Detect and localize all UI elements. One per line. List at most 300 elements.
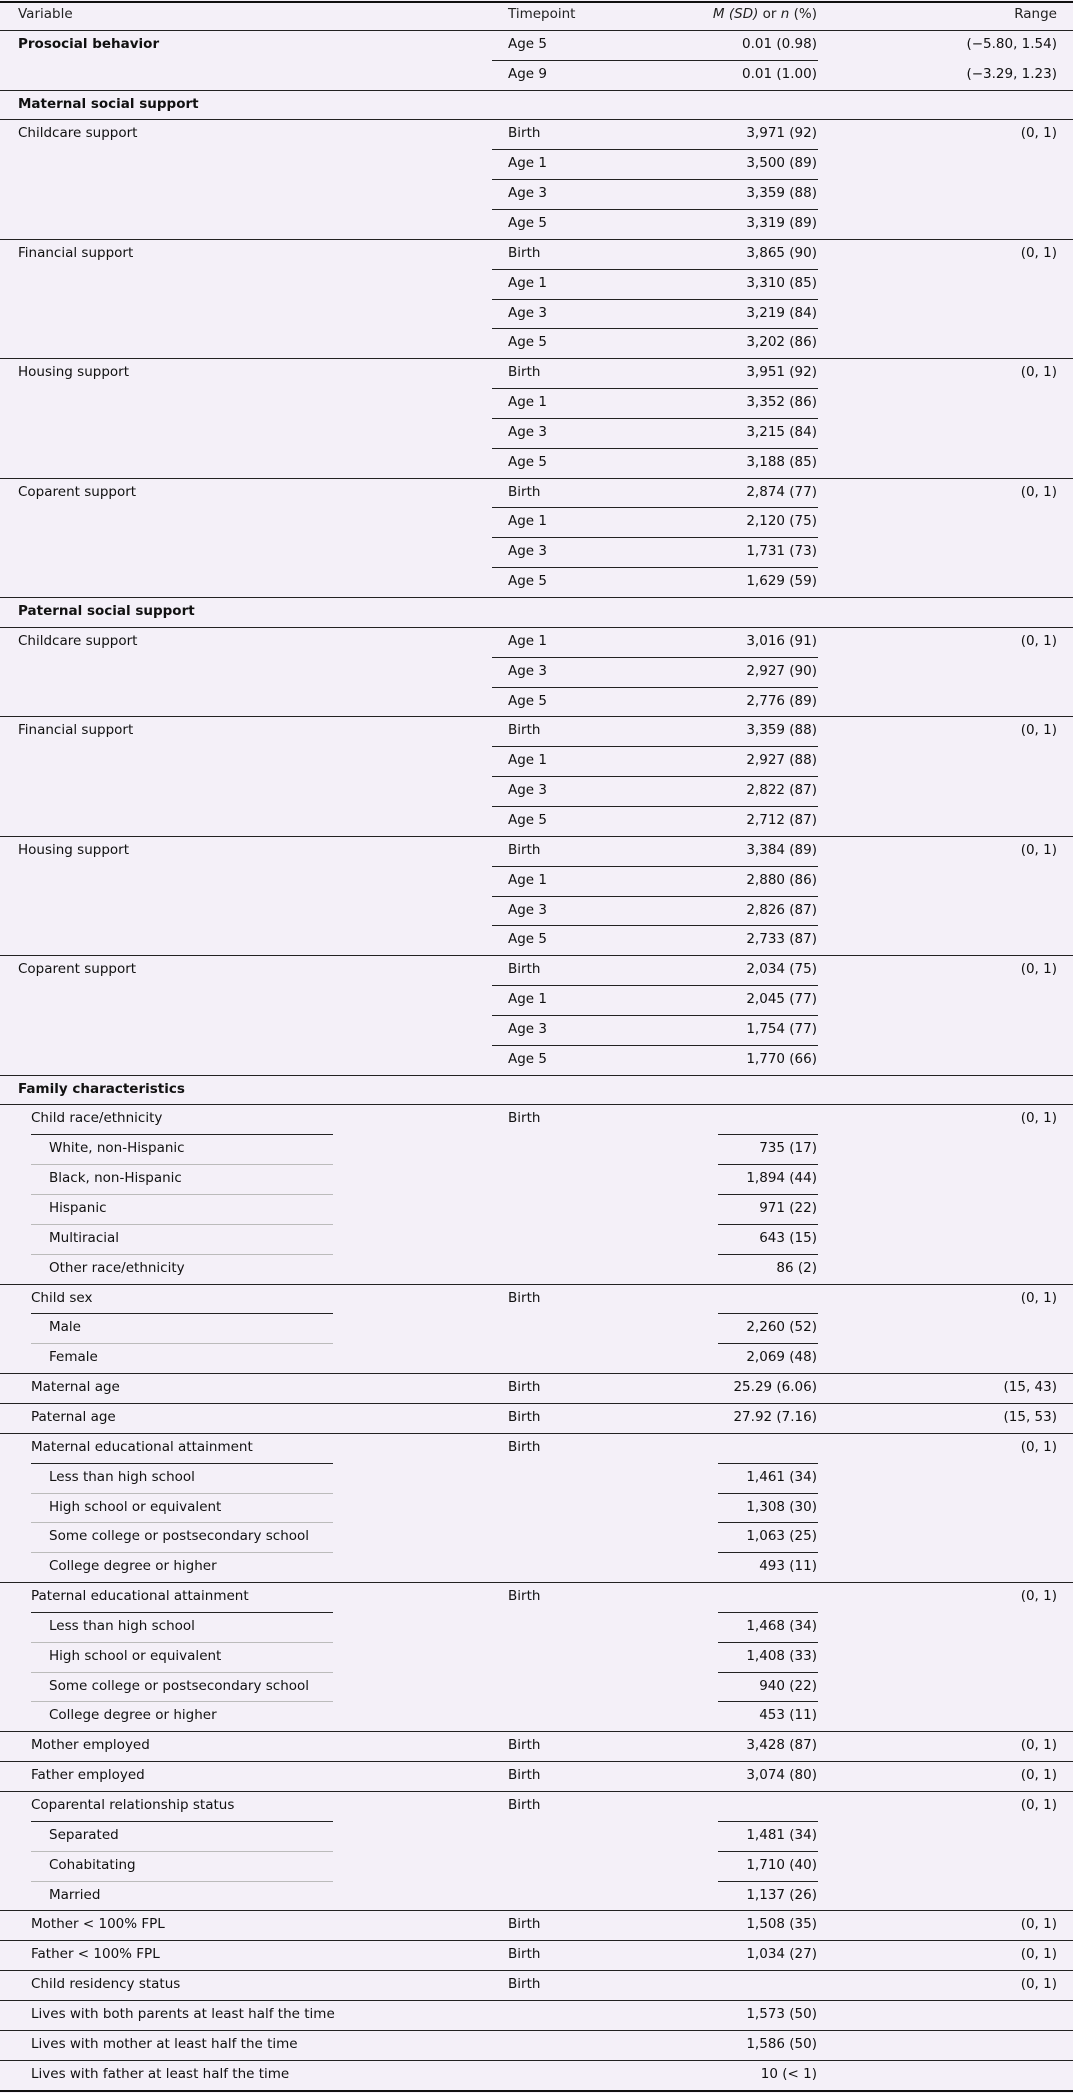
row-range: (0, 1) <box>1020 1976 1057 1993</box>
table-row <box>0 806 1073 836</box>
row-variable: Mother < 100% FPL <box>31 1916 165 1933</box>
table-row <box>0 1015 1073 1045</box>
row-timepoint: Birth <box>508 1737 541 1754</box>
row-timepoint: Age 3 <box>508 662 547 679</box>
row-timepoint: Birth <box>508 841 541 858</box>
row-timepoint: Age 1 <box>508 871 547 888</box>
row-range: (0, 1) <box>1020 125 1057 142</box>
row-timepoint: Age 5 <box>508 334 547 351</box>
row-range <box>930 1493 1057 1523</box>
table-row <box>0 776 1073 806</box>
rule-line <box>0 1582 1073 1583</box>
row-timepoint: Birth <box>508 1767 541 1784</box>
rule-line <box>0 1910 1073 1911</box>
rule-line <box>0 119 1073 120</box>
rule-line <box>31 1343 333 1344</box>
table-row <box>0 1194 1073 1224</box>
row-variable: Mother employed <box>31 1737 150 1754</box>
row-variable: Less than high school <box>49 1468 195 1485</box>
table-row <box>0 657 1073 687</box>
row-timepoint: Birth <box>508 125 541 142</box>
row-value: 3,865 (90) <box>746 244 817 261</box>
row-range: (0, 1) <box>1020 1588 1057 1605</box>
rule-line <box>0 1 1073 3</box>
row-range <box>930 388 1057 418</box>
rule-line <box>31 1701 333 1702</box>
row-range: (0, 1) <box>1020 1916 1057 1933</box>
row-variable: Father employed <box>31 1767 145 1784</box>
rule-line <box>492 896 818 897</box>
row-value: 1,586 (50) <box>746 2035 817 2052</box>
row-value <box>560 90 817 120</box>
row-timepoint: Age 5 <box>508 214 547 231</box>
rule-line <box>492 776 818 777</box>
rule-line <box>0 1104 1073 1105</box>
row-variable: Male <box>49 1319 81 1336</box>
row-variable: Married <box>49 1886 101 1903</box>
row-variable: Female <box>49 1349 98 1366</box>
row-range <box>930 866 1057 896</box>
header-range: Range <box>1014 6 1057 22</box>
row-range <box>930 299 1057 329</box>
row-range: (0, 1) <box>1020 364 1057 381</box>
row-timepoint: Birth <box>508 1110 541 1127</box>
table-row <box>0 1821 1073 1851</box>
rule-line <box>31 1254 333 1255</box>
rule-line <box>718 1701 818 1702</box>
row-value: 2,260 (52) <box>746 1319 817 1336</box>
rule-line <box>718 1493 818 1494</box>
rule-line <box>718 1612 818 1613</box>
row-range <box>930 418 1057 448</box>
rule-line <box>492 925 818 926</box>
row-timepoint: Birth <box>508 1408 541 1425</box>
row-value: 1,034 (27) <box>746 1946 817 1963</box>
row-variable: Coparent support <box>18 961 137 978</box>
row-range <box>930 1313 1057 1343</box>
row-variable: Father < 100% FPL <box>31 1946 160 1963</box>
row-variable: College degree or higher <box>49 1707 217 1724</box>
row-range <box>930 149 1057 179</box>
row-range <box>930 1552 1057 1582</box>
row-timepoint: Age 1 <box>508 155 547 172</box>
row-value <box>560 1104 817 1134</box>
row-timepoint: Age 3 <box>508 185 547 202</box>
rule-line <box>718 1821 818 1822</box>
table-row <box>0 448 1073 478</box>
rule-line <box>31 1313 333 1314</box>
row-variable: High school or equivalent <box>49 1647 222 1664</box>
rule-line <box>492 60 818 61</box>
row-variable: Coparent support <box>18 483 137 500</box>
rule-line <box>492 328 818 329</box>
rule-line <box>492 866 818 867</box>
table-row <box>0 866 1073 896</box>
rule-line <box>492 657 818 658</box>
rule-line <box>0 1970 1073 1971</box>
rule-line <box>31 1552 333 1553</box>
row-variable: Maternal social support <box>18 95 199 112</box>
row-value: 3,219 (84) <box>746 304 817 321</box>
table-row <box>0 149 1073 179</box>
row-range <box>930 1194 1057 1224</box>
rule-line <box>0 1403 1073 1404</box>
row-value: 3,310 (85) <box>746 274 817 291</box>
rule-line <box>31 1821 333 1822</box>
table-row <box>0 2030 1073 2060</box>
row-range: (0, 1) <box>1020 1110 1057 1127</box>
table-row <box>0 1612 1073 1642</box>
rule-line <box>0 597 1073 598</box>
rule-line <box>0 1284 1073 1285</box>
rule-line <box>492 806 818 807</box>
rule-line <box>0 1940 1073 1941</box>
row-range <box>930 269 1057 299</box>
row-range <box>930 2060 1057 2090</box>
row-timepoint: Age 5 <box>508 453 547 470</box>
rule-line <box>0 30 1073 31</box>
row-range: (0, 1) <box>1020 1946 1057 1963</box>
table-row <box>0 836 1073 866</box>
table-row <box>0 2060 1073 2090</box>
rule-line <box>0 239 1073 240</box>
row-variable: Child race/ethnicity <box>31 1110 163 1127</box>
rule-line <box>31 1881 333 1882</box>
row-value: 1,481 (34) <box>746 1826 817 1843</box>
row-value: 3,428 (87) <box>746 1737 817 1754</box>
row-timepoint: Age 3 <box>508 423 547 440</box>
row-variable: Prosocial behavior <box>18 35 160 52</box>
row-range: (0, 1) <box>1020 244 1057 261</box>
table-row <box>0 90 1073 120</box>
table-row <box>0 955 1073 985</box>
row-timepoint: Age 5 <box>508 573 547 590</box>
table-row <box>0 358 1073 388</box>
rule-line <box>0 955 1073 956</box>
row-value: 1,468 (34) <box>746 1617 817 1634</box>
row-timepoint: Birth <box>508 1588 541 1605</box>
row-timepoint: Age 1 <box>508 991 547 1008</box>
row-range <box>930 1851 1057 1881</box>
rule-line <box>492 985 818 986</box>
row-value: 3,202 (86) <box>746 334 817 351</box>
row-timepoint: Age 3 <box>508 901 547 918</box>
row-variable: Lives with mother at least half the time <box>31 2035 298 2052</box>
rule-line <box>718 1343 818 1344</box>
row-value: 2,069 (48) <box>746 1349 817 1366</box>
row-value: 2,045 (77) <box>746 991 817 1008</box>
row-value: 3,215 (84) <box>746 423 817 440</box>
rule-line <box>492 299 818 300</box>
row-value: 3,352 (86) <box>746 394 817 411</box>
row-value: 3,971 (92) <box>746 125 817 142</box>
row-timepoint: Age 3 <box>508 782 547 799</box>
rule-line <box>492 507 818 508</box>
rule-line <box>0 90 1073 91</box>
table-row <box>0 209 1073 239</box>
rule-line <box>492 418 818 419</box>
table-row <box>0 1104 1073 1134</box>
rule-line <box>718 1672 818 1673</box>
row-value: 971 (22) <box>759 1200 817 1216</box>
row-range <box>930 1701 1057 1731</box>
table-row <box>0 239 1073 269</box>
table-row <box>0 567 1073 597</box>
row-value: 2,120 (75) <box>746 513 817 530</box>
rule-line <box>31 1522 333 1523</box>
rule-line <box>31 1463 333 1464</box>
row-range: (0, 1) <box>1020 483 1057 500</box>
row-variable: White, non-Hispanic <box>49 1140 185 1157</box>
row-timepoint: Birth <box>508 364 541 381</box>
row-variable: Black, non-Hispanic <box>49 1170 182 1187</box>
row-timepoint: Birth <box>508 244 541 261</box>
row-range <box>930 507 1057 537</box>
row-value: 1,461 (34) <box>746 1468 817 1485</box>
table-row <box>0 1403 1073 1433</box>
row-variable: Financial support <box>18 244 134 261</box>
row-variable: Cohabitating <box>49 1856 136 1873</box>
row-timepoint: Birth <box>508 722 541 739</box>
table-row <box>0 687 1073 717</box>
row-value: 86 (2) <box>776 1259 817 1276</box>
table-row <box>0 1910 1073 1940</box>
rule-line <box>0 716 1073 717</box>
table-row <box>0 1433 1073 1463</box>
row-range: (0, 1) <box>1020 1737 1057 1754</box>
row-value: 25.29 (6.06) <box>733 1379 817 1396</box>
row-timepoint: Birth <box>508 483 541 500</box>
table-row <box>0 1791 1073 1821</box>
header-mean: M (SD) or n (%) <box>712 6 817 22</box>
rule-line <box>718 1224 818 1225</box>
row-variable: Paternal age <box>31 1408 116 1425</box>
row-value: 1,408 (33) <box>746 1647 817 1664</box>
row-range <box>930 657 1057 687</box>
row-timepoint: Age 1 <box>508 394 547 411</box>
row-value <box>560 1075 817 1105</box>
rule-line <box>492 687 818 688</box>
row-range: (0, 1) <box>1020 841 1057 858</box>
row-value: 0.01 (0.98) <box>742 35 817 52</box>
table-row <box>0 1761 1073 1791</box>
row-variable: Other race/ethnicity <box>49 1259 185 1276</box>
row-value: 0.01 (1.00) <box>742 65 817 82</box>
row-range <box>930 179 1057 209</box>
rule-line <box>0 1731 1073 1732</box>
row-value: 3,074 (80) <box>746 1767 817 1784</box>
row-value: 3,951 (92) <box>746 364 817 381</box>
rule-line <box>492 1045 818 1046</box>
table-row <box>0 1881 1073 1911</box>
table-row <box>0 1045 1073 1075</box>
row-range: (−5.80, 1.54) <box>966 35 1057 52</box>
rule-line <box>492 537 818 538</box>
row-variable: Multiracial <box>49 1229 120 1246</box>
rule-line <box>492 1015 818 1016</box>
row-value: 2,776 (89) <box>746 692 817 709</box>
rule-line <box>31 1851 333 1852</box>
table-row <box>0 1075 1073 1105</box>
rule-line <box>718 1254 818 1255</box>
rule-line <box>718 1851 818 1852</box>
row-range <box>930 1254 1057 1284</box>
row-value: 1,710 (40) <box>746 1856 817 1873</box>
row-range <box>930 1881 1057 1911</box>
rule-line <box>0 836 1073 837</box>
row-value <box>560 1284 817 1314</box>
table-row <box>0 597 1073 627</box>
table-row <box>0 746 1073 776</box>
row-value: 2,826 (87) <box>746 901 817 918</box>
row-timepoint: Age 5 <box>508 1050 547 1067</box>
row-value: 3,319 (89) <box>746 214 817 231</box>
rule-line <box>718 1313 818 1314</box>
row-value: 1,137 (26) <box>746 1886 817 1903</box>
row-timepoint: Age 1 <box>508 632 547 649</box>
row-range <box>930 1672 1057 1702</box>
row-range: (−3.29, 1.23) <box>966 65 1057 82</box>
table-row <box>0 1940 1073 1970</box>
row-value <box>560 1433 817 1463</box>
rule-line <box>31 1164 333 1165</box>
table-row <box>0 30 1073 60</box>
row-range <box>930 328 1057 358</box>
row-timepoint: Birth <box>508 1438 541 1455</box>
row-timepoint: Birth <box>508 961 541 978</box>
row-variable: Paternal educational attainment <box>31 1588 249 1605</box>
row-variable: Child residency status <box>31 1976 181 1993</box>
table-row <box>0 716 1073 746</box>
table-row <box>0 328 1073 358</box>
row-range <box>930 567 1057 597</box>
rule-line <box>0 627 1073 628</box>
row-value: 3,384 (89) <box>746 841 817 858</box>
row-range <box>930 687 1057 717</box>
row-timepoint: Age 1 <box>508 513 547 530</box>
table-row <box>0 1164 1073 1194</box>
table-row <box>0 1731 1073 1761</box>
row-variable: Lives with both parents at least half the time <box>31 2005 335 2022</box>
table-row <box>0 299 1073 329</box>
row-range: (15, 43) <box>1003 1379 1057 1396</box>
rule-line <box>492 179 818 180</box>
rule-line <box>31 1493 333 1494</box>
table-row <box>0 179 1073 209</box>
row-timepoint: Age 9 <box>508 65 547 82</box>
row-range: (0, 1) <box>1020 722 1057 739</box>
row-variable: Housing support <box>18 841 129 858</box>
table-row <box>0 1493 1073 1523</box>
row-variable: College degree or higher <box>49 1558 217 1575</box>
rule-line <box>0 2000 1073 2001</box>
row-range <box>930 925 1057 955</box>
row-value <box>560 597 817 627</box>
rule-line <box>0 1433 1073 1434</box>
row-value: 1,308 (30) <box>746 1498 817 1515</box>
row-value: 2,874 (77) <box>746 483 817 500</box>
row-range <box>930 2030 1057 2060</box>
header-timepoint: Timepoint <box>508 6 576 22</box>
row-value: 2,733 (87) <box>746 931 817 948</box>
row-timepoint: Age 1 <box>508 274 547 291</box>
rule-line <box>0 2030 1073 2031</box>
row-value: 2,034 (75) <box>746 961 817 978</box>
row-range <box>930 1522 1057 1552</box>
table-row <box>0 896 1073 926</box>
table-row <box>0 925 1073 955</box>
row-variable: Maternal age <box>31 1379 120 1396</box>
rule-line <box>718 1463 818 1464</box>
table-row <box>0 1701 1073 1731</box>
row-variable: Maternal educational attainment <box>31 1438 253 1455</box>
row-value: 2,927 (90) <box>746 662 817 679</box>
row-variable: Lives with father at least half the time <box>31 2065 290 2082</box>
row-range: (0, 1) <box>1020 1438 1057 1455</box>
table-row <box>0 1134 1073 1164</box>
rule-line <box>718 1552 818 1553</box>
row-timepoint: Age 5 <box>508 811 547 828</box>
row-range <box>930 1224 1057 1254</box>
table-row <box>0 60 1073 90</box>
row-range <box>930 1463 1057 1493</box>
table-header <box>0 0 1073 30</box>
rule-line <box>492 209 818 210</box>
rule-line <box>31 1134 333 1135</box>
row-range <box>930 985 1057 1015</box>
row-range <box>930 537 1057 567</box>
rule-line <box>718 1164 818 1165</box>
row-value: 27.92 (7.16) <box>733 1408 817 1425</box>
row-variable: Childcare support <box>18 632 138 649</box>
row-variable: Separated <box>49 1826 119 1843</box>
row-variable: Paternal social support <box>18 603 195 619</box>
row-value <box>560 1791 817 1821</box>
row-range <box>930 448 1057 478</box>
row-timepoint: Birth <box>508 1946 541 1963</box>
row-range: (0, 1) <box>1020 1767 1057 1784</box>
row-range <box>930 1612 1057 1642</box>
table-row <box>0 1522 1073 1552</box>
table-row <box>0 1224 1073 1254</box>
table-row <box>0 269 1073 299</box>
row-value: 2,712 (87) <box>746 811 817 828</box>
row-range <box>930 1075 1057 1105</box>
rule-line <box>492 567 818 568</box>
row-variable: Less than high school <box>49 1617 195 1634</box>
rule-line <box>492 269 818 270</box>
row-value: 453 (11) <box>759 1707 817 1724</box>
row-variable: Hispanic <box>49 1200 107 1216</box>
table-row <box>0 1642 1073 1672</box>
rule-line <box>492 388 818 389</box>
row-value: 2,880 (86) <box>746 871 817 888</box>
row-value: 1,770 (66) <box>746 1050 817 1067</box>
row-value <box>560 1582 817 1612</box>
rule-line <box>0 358 1073 359</box>
row-timepoint: Age 1 <box>508 752 547 769</box>
rule-line <box>31 1642 333 1643</box>
row-value: 2,927 (88) <box>746 752 817 769</box>
row-timepoint: Birth <box>508 1797 541 1813</box>
row-value: 3,500 (89) <box>746 155 817 172</box>
row-range <box>930 1045 1057 1075</box>
row-range <box>930 896 1057 926</box>
row-variable: Financial support <box>18 722 134 739</box>
table-row <box>0 119 1073 149</box>
row-value: 1,063 (25) <box>746 1528 817 1545</box>
row-value: 3,188 (85) <box>746 453 817 470</box>
